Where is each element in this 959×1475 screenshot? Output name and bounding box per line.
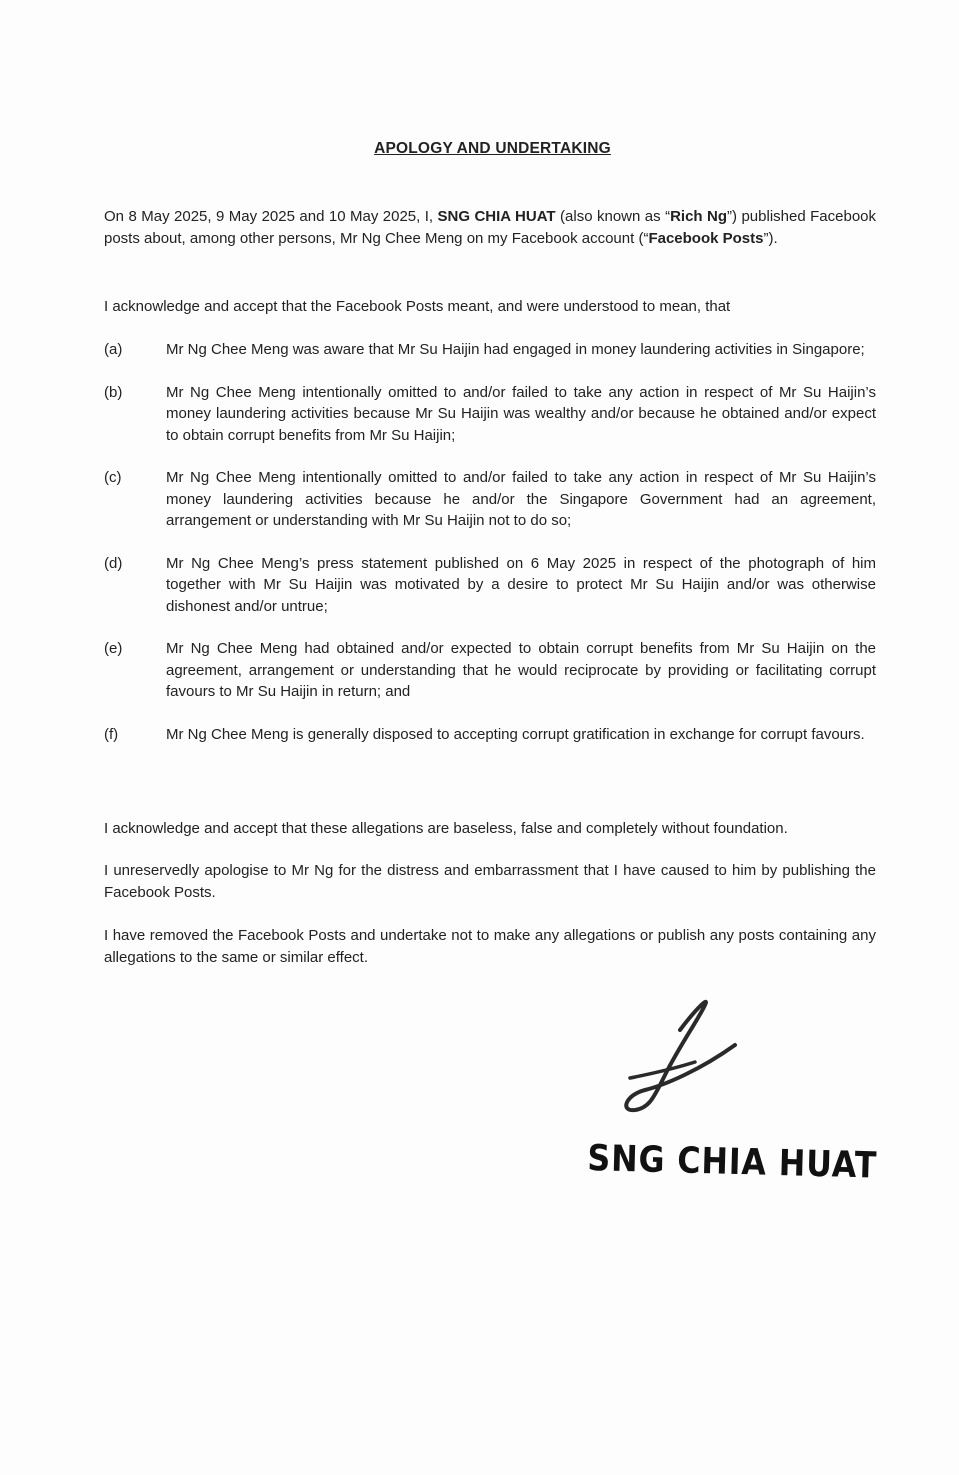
clause-d bbox=[104, 553, 876, 618]
allegation-list bbox=[104, 339, 876, 766]
intro-part-2: (also known as “ bbox=[555, 208, 671, 225]
intro-part-1: On 8 May 2025, 9 May 2025 and 10 May 2025, I, bbox=[104, 208, 438, 225]
apology-paragraph: I unreservedly apologise to Mr Ng for the distress and embarrassment that I have caused to him by publishing the Facebook Posts. bbox=[104, 862, 876, 901]
intro-part-4: ”). bbox=[763, 229, 778, 247]
handwritten-signature bbox=[610, 990, 750, 1120]
clause-b bbox=[104, 382, 876, 447]
intro-paragraph bbox=[104, 206, 876, 249]
clause-marker: (a) bbox=[104, 341, 123, 358]
intro-part-3: ”) published Facebook posts about, among other persons, Mr Ng Chee Meng on my Facebook account (“ bbox=[104, 208, 877, 247]
clause-marker: (f) bbox=[104, 725, 119, 743]
undertaking-paragraph: I have removed the Facebook Posts and undertake not to make any allegations or publish any posts containing any allegations to the same or similar effect. bbox=[104, 927, 876, 966]
clause-a bbox=[104, 339, 876, 361]
clause-text: Mr Ng Chee Meng is generally disposed to accepting corrupt gratification in exchange for corrupt favours. bbox=[166, 725, 865, 743]
alias-name: Rich Ng bbox=[670, 208, 728, 225]
clause-text: Mr Ng Chee Meng was aware that Mr Su Haijin had engaged in money laundering activities in Singapore; bbox=[166, 341, 865, 358]
clause-text: Mr Ng Chee Meng intentionally omitted to and/or failed to take any action in respect of Mr Su Haijin’s money laundering activities because Mr Su Haijin was wealthy and/or because he obtained and/or expect to obtain corrupt benefits from Mr Su Haijin; bbox=[166, 383, 876, 444]
clause-text: Mr Ng Chee Meng had obtained and/or expected to obtain corrupt benefits from Mr Su Haijin on the agreement, arrangement or understanding that he would reciprocate by providing or facilitating corrupt favours to Mr Su Haijin in return; and bbox=[166, 640, 876, 700]
clause-c bbox=[104, 467, 876, 532]
baseless-paragraph: I acknowledge and accept that these allegations are baseless, false and completely without foundation. bbox=[104, 820, 788, 837]
clause-marker: (d) bbox=[104, 554, 123, 572]
clause-text: Mr Ng Chee Meng intentionally omitted to and/or failed to take any action in respect of Mr Su Haijin’s money laundering activities because he and/or the Singapore Government had an agreement, arrangement or understanding with Mr Su Haijin not to do so; bbox=[166, 469, 876, 529]
clause-f bbox=[104, 724, 876, 746]
signatory-name: SNG CHIA HUAT bbox=[437, 208, 556, 225]
clause-marker: (c) bbox=[104, 469, 122, 486]
defined-term: Facebook Posts bbox=[648, 229, 764, 247]
clause-marker: (e) bbox=[104, 640, 123, 657]
clause-marker: (b) bbox=[104, 383, 123, 401]
clause-e bbox=[104, 638, 876, 703]
clause-text: Mr Ng Chee Meng’s press statement published on 6 May 2025 in respect of the photograph of him together with Mr Su Haijin was motivated by a desire to protect Mr Su Haijin and/or was otherwise dishonest and/or untrue; bbox=[166, 554, 876, 615]
acknowledgement-paragraph: I acknowledge and accept that the Facebook Posts meant, and were understood to mean, that bbox=[104, 298, 731, 315]
document-title: APOLOGY AND UNDERTAKING bbox=[374, 140, 611, 157]
handwritten-name: SNG CHIA HUAT bbox=[586, 1138, 878, 1187]
